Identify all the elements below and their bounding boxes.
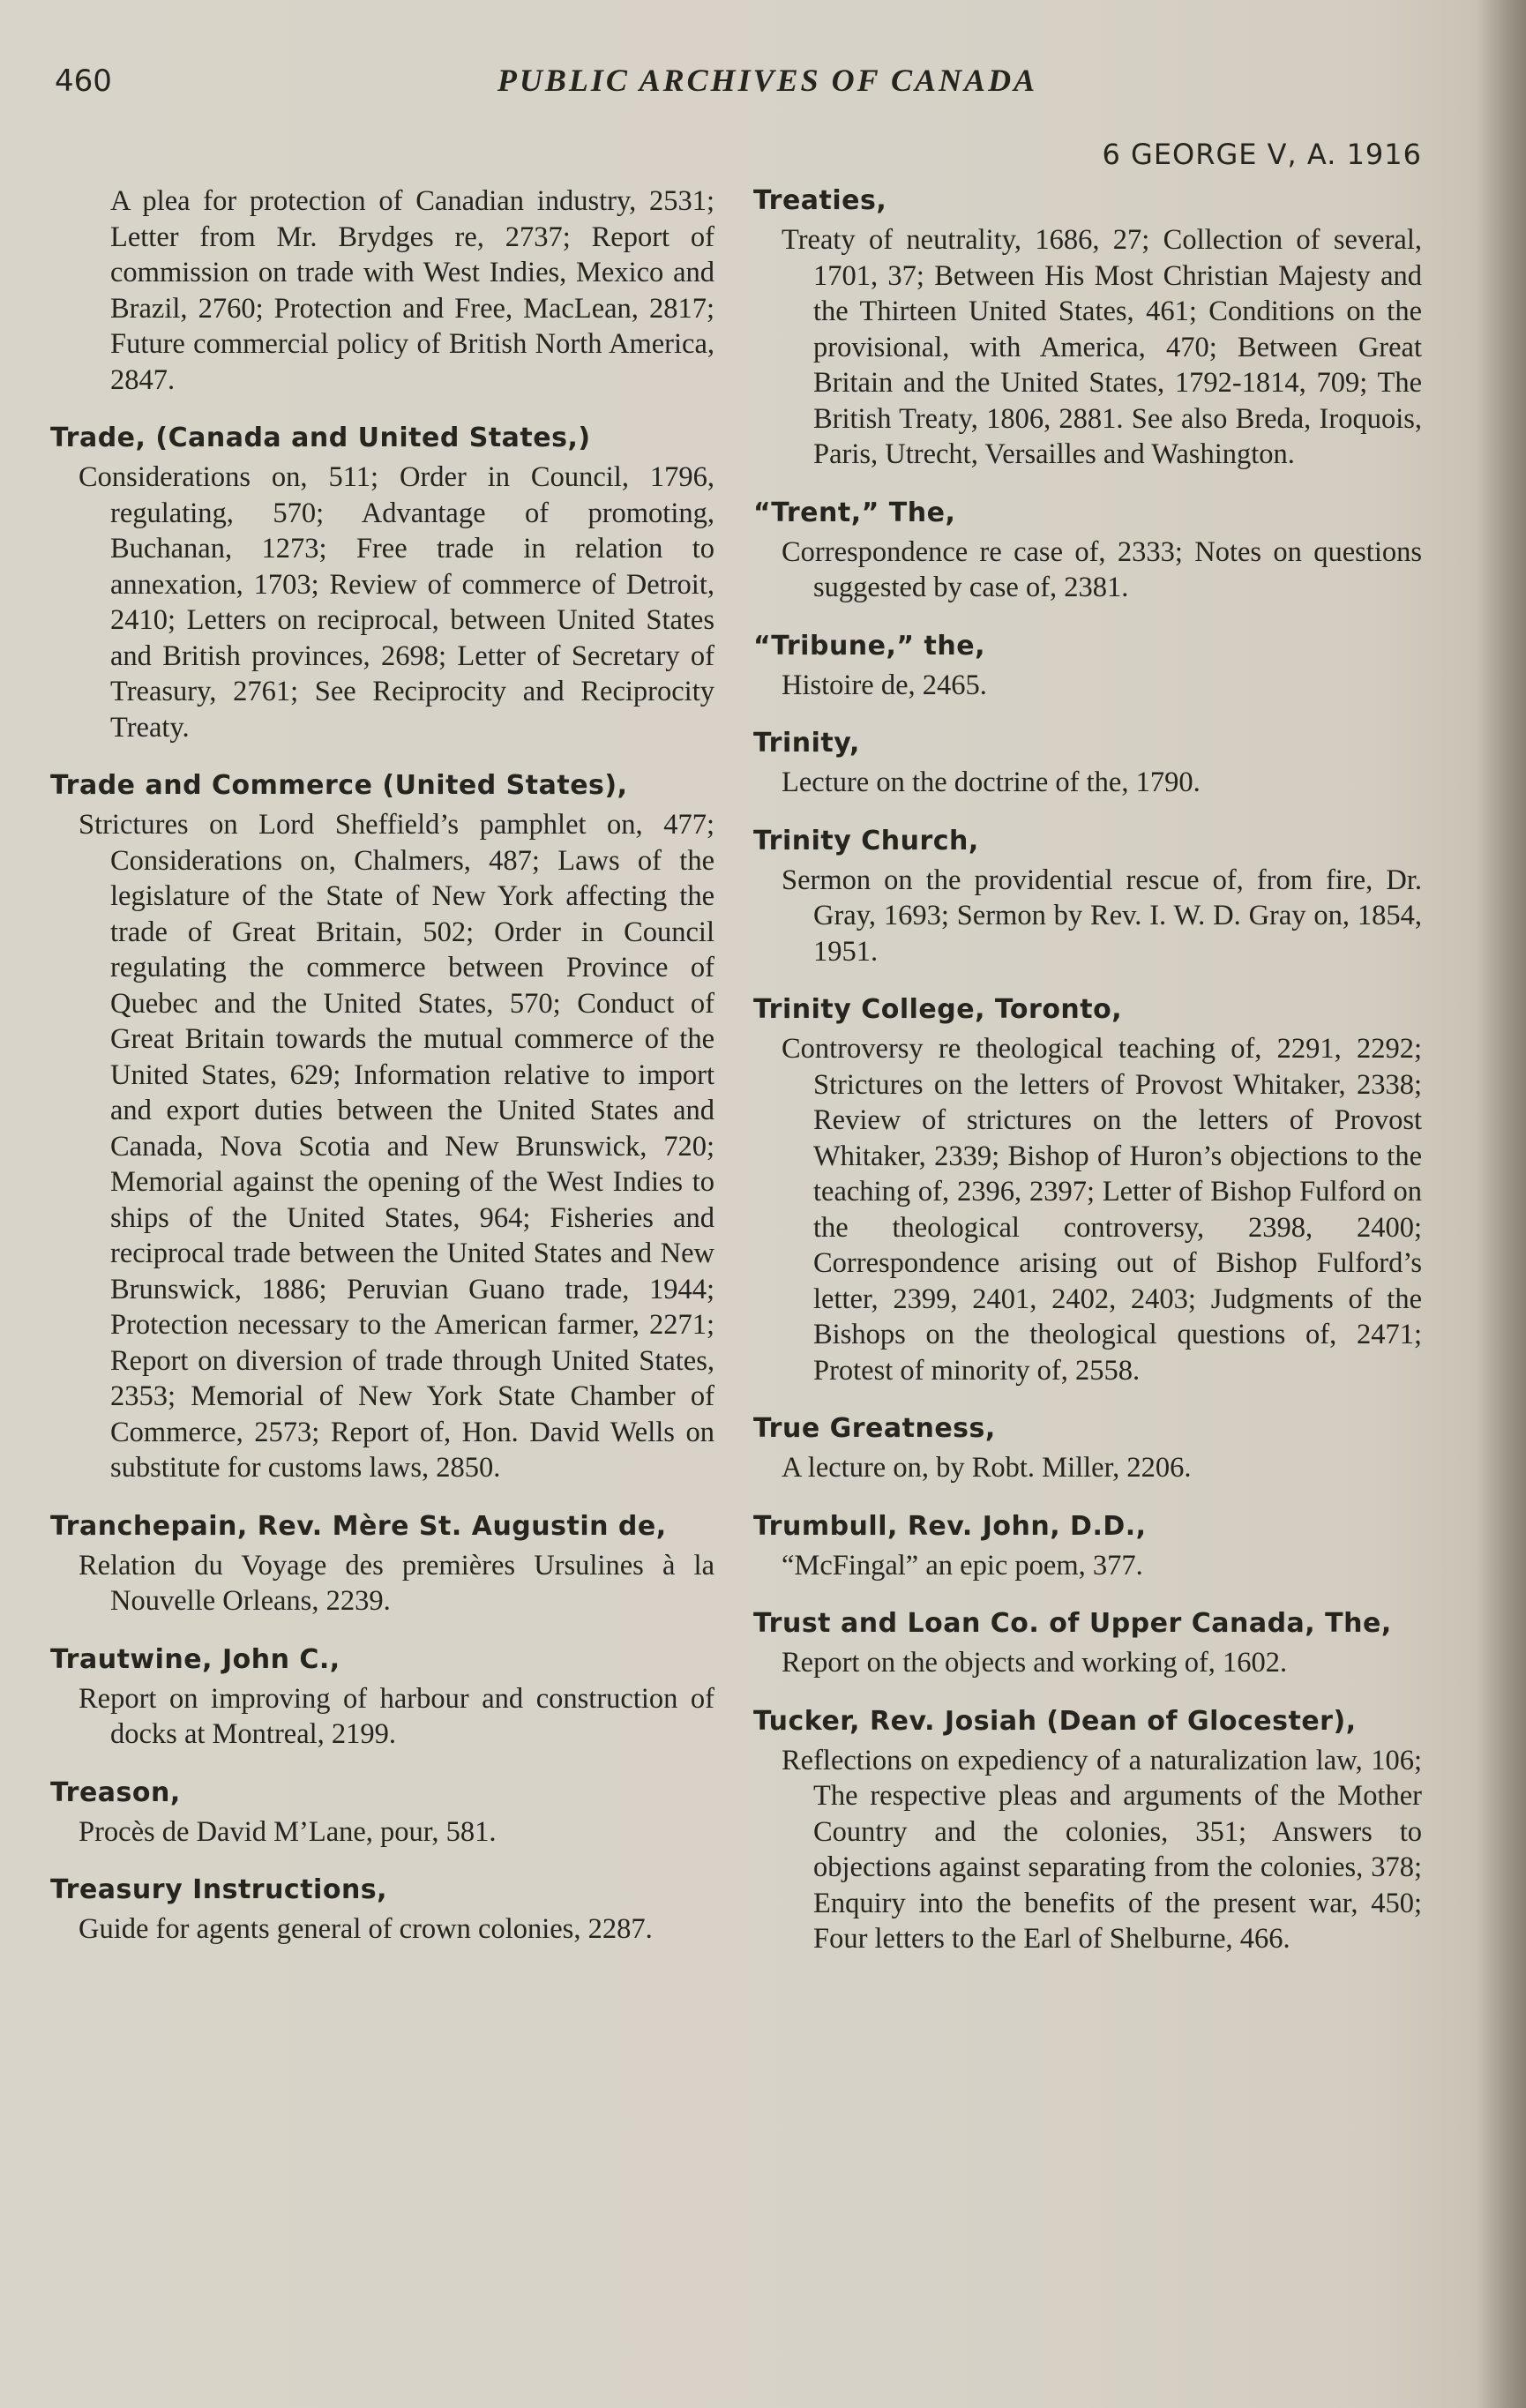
- entry-text: Lecture on the doctrine of the, 1790.: [782, 767, 1201, 798]
- entry-text: Reflections on expediency of a naturalization law, 106; The respective pleas and arguments of the Mother Country and the colonies, 351; Answers to objections against separating from the colonies, 378; Enquiry into the benefits of the present war, 450; Four letters to the Earl of Shelburne, 466.: [782, 1744, 1422, 1955]
- entry-text: Controversy re theological teaching of, 2291, 2292; Strictures on the letters of Provost Whitaker, 2338; Review of strictures on the letters of Provost Whitaker, 2339; Bishop of Huron’s objections to the teaching of, 2396, 2397; Letter of Bishop Fulford on the theological controversy, 2398, 2400; Correspondence arising out of Bishop Fulford’s letter, 2399, 2401, 2402, 2403; Judgments of the Bishops on the theological questions of, 2471; Protest of minority of, 2558.: [782, 1033, 1422, 1387]
- entry-text: “McFingal” an epic poem, 377.: [782, 1549, 1143, 1582]
- entry-heading: Treason,: [50, 1776, 181, 1808]
- session-line: 6 GEORGE V, A. 1916: [1102, 138, 1422, 171]
- page-number: 460: [55, 64, 112, 99]
- entry-text: Sermon on the providential rescue of, from fire, Dr. Gray, 1693; Sermon by Rev. I. W. D. Gray on, 1854, 1951.: [782, 864, 1422, 968]
- left-column: [49, 183, 714, 1971]
- entry-text: Histoire de, 2465.: [782, 669, 987, 701]
- index-entry: [49, 1509, 714, 1619]
- continuation-entry: [49, 183, 714, 398]
- index-entry: [49, 421, 714, 745]
- entry-heading: Trinity Church,: [753, 825, 979, 856]
- index-entry: [752, 992, 1422, 1388]
- entry-text: A plea for protection of Canadian industry, 2531; Letter from Mr. Brydges re, 2737; Report of commission on trade with West Indies, Mexico and Brazil, 2760; Protection and Free, MacLean, 2817; Future commercial policy of British North America, 2847.: [110, 185, 714, 396]
- entry-heading: Trinity,: [753, 728, 860, 759]
- entry-heading: Trade, (Canada and United States,): [50, 423, 591, 453]
- entry-heading: True Greatness,: [753, 1413, 996, 1444]
- index-entry: [752, 1509, 1422, 1584]
- right-column: [752, 183, 1422, 1980]
- entry-text: Procès de David M’Lane, pour, 581.: [79, 1815, 497, 1848]
- entry-heading: Tranchepain, Rev. Mère St. Augustin de,: [50, 1510, 667, 1542]
- entry-text: Report on improving of harbour and construction of docks at Montreal, 2199.: [79, 1682, 714, 1750]
- index-entry: [752, 1606, 1422, 1681]
- index-entry: [49, 1776, 714, 1851]
- entry-heading: Tucker, Rev. Josiah (Dean of Glocester),: [753, 1705, 1357, 1737]
- entry-text: Relation du Voyage des premières Ursulines à la Nouvelle Orleans, 2239.: [79, 1549, 714, 1617]
- entry-text: Guide for agents general of crown colonies, 2287.: [79, 1913, 653, 1945]
- entry-text: Correspondence re case of, 2333; Notes on questions suggested by case of, 2381.: [782, 535, 1422, 603]
- index-entry: [752, 629, 1422, 704]
- entry-text: Treaty of neutrality, 1686, 27; Collection of several, 1701, 37; Between His Most Christian Majesty and the Thirteen United States, 461; Conditions on the provisional, with America, 470; Between Great Britain and the United States, 1792-1814, 709; The British Treaty, 1806, 2881. See also Breda, Iroquois, Paris, Utrecht, Versailles and Washington.: [782, 224, 1422, 470]
- entry-heading: “Tribune,” the,: [753, 630, 985, 662]
- page-edge-shadow: [1473, 0, 1526, 2408]
- index-entry: [49, 768, 714, 1486]
- entry-text: Considerations on, 511; Order in Council, 1796, regulating, 570; Advantage of promoting, Buchanan, 1273; Free trade in relation to annexation, 1703; Review of commerce of Detroit, 2410; Letters on reciprocal, between United States and British provinces, 2698; Letter of Secretary of Treasury, 2761; See Reciprocity and Reciprocity Treaty.: [79, 461, 714, 744]
- entry-text: A lecture on, by Robt. Miller, 2206.: [782, 1452, 1192, 1484]
- index-entry: [752, 496, 1422, 606]
- entry-heading: “Trent,” The,: [753, 497, 956, 528]
- entry-heading: Trautwine, John C.,: [50, 1643, 340, 1675]
- entry-heading: Trust and Loan Co. of Upper Canada, The,: [753, 1608, 1392, 1639]
- entry-heading: Trumbull, Rev. John, D.D.,: [753, 1510, 1147, 1542]
- entry-text: Report on the objects and working of, 1602.: [782, 1647, 1288, 1679]
- index-entry: [752, 1411, 1422, 1486]
- entry-heading: Trade and Commerce (United States),: [50, 770, 628, 801]
- entry-text: Strictures on Lord Sheffield’s pamphlet on, 477; Considerations on, Chalmers, 487; Laws of the legislature of the State of New York affecting the trade of Great Britain, 502; Order in Council regulating the commerce between Province of Quebec and the United States, 570; Conduct of Great Britain towards the mutual commerce of the United States, 629; Information relative to import and export duties between the United States and Canada, Nova Scotia and New Brunswick, 720; Memorial against the opening of the West Indies to ships of the United States, 964; Fisheries and reciprocal trade between the United States and New Brunswick, 1886; Peruvian Guano trade, 1944; Protection necessary to the American farmer, 2271; Report on diversion of trade through United States, 2353; Memorial of New York State Chamber of Commerce, 2573; Report of, Hon. David Wells on substitute for customs laws, 2850.: [79, 809, 714, 1484]
- index-entry: [752, 824, 1422, 970]
- index-entry: [752, 1704, 1422, 1957]
- entry-heading: Treasury Instructions,: [50, 1874, 388, 1905]
- index-entry: [49, 1873, 714, 1948]
- entry-heading: Trinity College, Toronto,: [753, 994, 1123, 1025]
- entry-heading: Treaties,: [753, 185, 887, 216]
- index-entry: [752, 183, 1422, 473]
- index-entry: [752, 726, 1422, 801]
- index-entry: [49, 1642, 714, 1753]
- running-title: PUBLIC ARCHIVES OF CANADA: [497, 63, 1038, 98]
